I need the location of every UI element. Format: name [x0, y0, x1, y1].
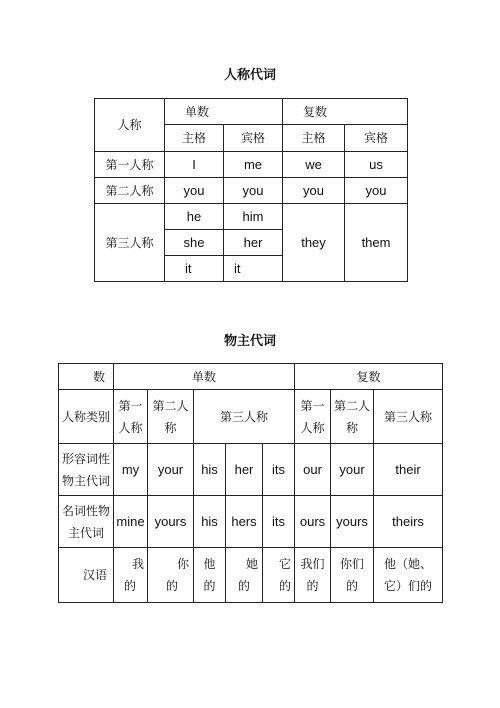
row-label-nominal — [59, 496, 114, 548]
cell: our — [295, 444, 331, 496]
cell — [148, 548, 194, 603]
header-text: 称 — [346, 420, 359, 435]
header-category: 人称类别 — [59, 390, 114, 444]
cell: ours — [295, 496, 331, 548]
row-label-text: 物主代词 — [61, 473, 110, 488]
cell — [263, 548, 295, 603]
cell: her — [226, 444, 263, 496]
header-number: 数 — [59, 364, 114, 390]
cell — [194, 548, 226, 603]
header-singular: 单数 — [114, 364, 295, 390]
cell: hers — [226, 496, 263, 548]
cell: I — [165, 152, 224, 178]
header-person: 人称 — [95, 99, 165, 152]
cell: it — [224, 256, 283, 282]
header-singular-first — [114, 390, 148, 444]
cell: she — [165, 230, 224, 256]
cell: he — [165, 204, 224, 230]
cell: mine — [114, 496, 148, 548]
cell: you — [283, 178, 345, 204]
header-text: 称 — [164, 420, 177, 435]
cell — [331, 548, 374, 603]
cell-text: 的 — [203, 579, 216, 593]
header-singular: 单数 — [165, 99, 283, 125]
cell — [295, 548, 331, 603]
cell — [374, 548, 443, 603]
header-plural-first — [295, 390, 331, 444]
cell: you — [224, 178, 283, 204]
header-plural: 复数 — [283, 99, 408, 125]
personal-pronoun-table — [94, 98, 408, 282]
cell: yours — [331, 496, 374, 548]
cell-text: 它）们的 — [384, 579, 433, 593]
cell: we — [283, 152, 345, 178]
cell: you — [165, 178, 224, 204]
cell — [114, 548, 148, 603]
cell: her — [224, 230, 283, 256]
cell: them — [345, 204, 408, 282]
cell: his — [194, 444, 226, 496]
pronoun-table-title: 人称代词 — [223, 68, 276, 83]
cell-text: 她 — [245, 557, 258, 571]
header-subject-plural: 主格 — [283, 125, 345, 152]
cell: its — [263, 496, 295, 548]
cell-text: 我 — [131, 557, 144, 571]
row-label-second: 第二人称 — [95, 178, 165, 204]
cell: us — [345, 152, 408, 178]
cell: him — [224, 204, 283, 230]
header-plural-second — [331, 390, 374, 444]
cell: my — [114, 444, 148, 496]
cell-text: 的 — [166, 579, 179, 593]
row-label-adjective — [59, 444, 114, 496]
header-subject-singular: 主格 — [165, 125, 224, 152]
cell: theirs — [374, 496, 443, 548]
header-plural-third: 第三人称 — [374, 390, 443, 444]
cell: their — [374, 444, 443, 496]
header-text: 第二人 — [152, 398, 189, 413]
cell: they — [283, 204, 345, 282]
header-text: 第一 — [118, 398, 143, 413]
cell-text: 的 — [346, 579, 359, 593]
cell-text: 它 — [279, 557, 292, 571]
cell: it — [165, 256, 224, 282]
header-singular-second — [148, 390, 194, 444]
row-label-third: 第三人称 — [95, 204, 165, 282]
header-singular-third: 第三人称 — [194, 390, 295, 444]
possessive-table-title: 物主代词 — [223, 334, 276, 349]
cell: yours — [148, 496, 194, 548]
header-text: 第一 — [300, 398, 325, 413]
header-object-singular: 宾格 — [224, 125, 283, 152]
header-object-plural: 宾格 — [345, 125, 408, 152]
cell-text: 的 — [124, 579, 137, 593]
cell: you — [345, 178, 408, 204]
possessive-pronoun-table — [58, 363, 443, 603]
cell: his — [194, 496, 226, 548]
header-text: 人称 — [300, 420, 325, 435]
cell-text: 你 — [176, 557, 189, 571]
cell: me — [224, 152, 283, 178]
cell: your — [148, 444, 194, 496]
cell-text: 的 — [279, 579, 292, 593]
cell-text: 你们 — [340, 557, 365, 571]
cell — [226, 548, 263, 603]
row-label-first: 第一人称 — [95, 152, 165, 178]
row-label-text: 主代词 — [67, 525, 104, 540]
row-label-text: 形容词性 — [61, 451, 110, 466]
cell: your — [331, 444, 374, 496]
cell-text: 他（她、 — [384, 557, 433, 571]
cell-text: 的 — [306, 579, 319, 593]
header-text: 人称 — [118, 420, 143, 435]
cell: its — [263, 444, 295, 496]
row-label-text: 名词性物 — [61, 503, 110, 518]
cell-text: 我们 — [300, 557, 325, 571]
cell-text: 的 — [237, 579, 250, 593]
header-plural: 复数 — [295, 364, 443, 390]
header-text: 第二人 — [334, 398, 371, 413]
row-label-chinese: 汉语 — [59, 548, 114, 603]
cell-text: 他 — [203, 557, 216, 571]
